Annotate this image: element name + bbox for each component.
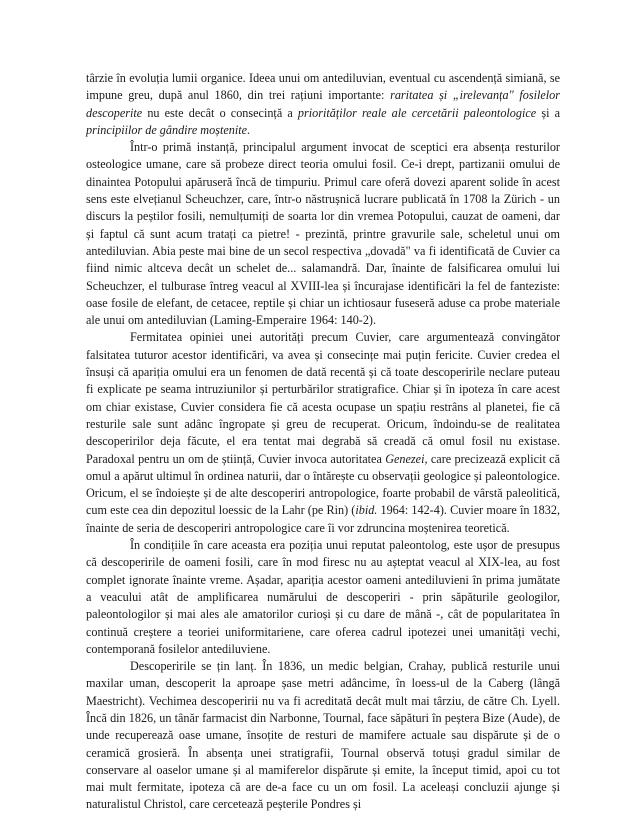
text-run: Descoperirile se țin lanț. În 1836, un medic belgian, Crahay, publică resturile unui maxilar uman, descoperit la aproape șase metri adâncime, în loess-ul de la Caberg (lângă Maestricht). Vechimea descoperirii nu va fi acreditată decât mult mai târziu, de către Ch. Lyell. Încă din 1826, un tânăr farmacist din Narbonne, Tournal, face săpături în peștera Bize (Aude), de unde recuperează oase umane, însoțite de resturi de mamifere actuale sau dispărute și de o ceramică grosieră. În absența unei stratigrafii, Tournal observă totuși gradul similar de conservare al oaselor umane și al mamiferelor dispărute și emite, la început timid, apoi cu tot mai mult fermitate, ipoteza că are de-a face cu un om fosil. La aceleași concluzii ajunge și naturalistul Christol, care cercetează peșterile Pondres și (86, 659, 560, 812)
document-page (86, 70, 560, 814)
text-run: nu este decât o consecință a (142, 105, 298, 120)
paragraph-5 (86, 658, 560, 814)
paragraph-2 (86, 139, 560, 329)
text-run: , care precizează explicit că omul a apărut ultimul în ordinea naturii, dar o întărește cu observații geologice și paleontologice. Oricum, el se îndoiește și de alte descoperiri antropologice, foarte probabil de vârstă paleolitică, cum este cea din depozitul loessic de la Lahr (pe Rin) ( (86, 451, 560, 518)
italic-phrase: Genezei (385, 451, 425, 466)
italic-phrase: raritatea și „irelevanța" fosilelor descoperite (86, 88, 560, 120)
text-run: Fermitatea opiniei unei autorități precum Cuvier, care argumentează convingător falsitatea tuturor acestor identificări, va avea și consecințe mai puțin fericite. Cuvier credea el însuși că apariția omului era un fenomen de dată recentă și că toate descoperirile neclare puteau fi explicate pe seama intruziunilor și perturbărilor stratigrafice. Chiar și în ipoteza în care acest om chiar existase, Cuvier considera fie că acesta ocupase un spațiu restrâns al planetei, fie că resturile sale sunt adânc îngropate și greu de recuperat. Oricum, îndoindu-se de realitatea descoperirilor deja făcute, el era tentat mai degrabă să creadă că omul fosil nu existase. Paradoxal pentru un om de știință, Cuvier invoca autoritatea (86, 330, 560, 466)
text-run: și a (536, 105, 561, 120)
text-run: Într-o primă instanță, principalul argument invocat de sceptici era absența resturilor osteologice umane, care să probeze direct teoria omului fosil. Ce-i drept, partizanii omului de dinaintea Potopului apăruseră încă de timpuriu. Primul care oferă dovezi aparent solide în acest sens este elvețianul Scheuchzer, care, într-o năstrușnică lucrare publicată în 1708 la Zürich - un discurs la peștilor fosili, nemulțumiți de soarta lor din vremea Potopului, cauzat de oameni, dar și faptul că sunt acum tratați ca pietre! - prezintă, printre gravurile sale, scheletul unui om antediluvian. Abia peste mai bine de un secol respectiva „dovadă" va fi identificată de Cuvier ca fiind nimic altceva decât un schelet de... salamandră. Dar, înainte de falsificarea omului lui Scheuchzer, el tulburase întreg veacul al XVIII-lea și încurajase identificări la fel de fanteziste: oase fosile de elefant, de cetacee, reptile și chiar un ichtiosaur fuseseră aduse ca probe materiale ale unui om antediluvian (Laming-Emperaire 1964: 140-2). (86, 140, 560, 328)
paragraph-3 (86, 329, 560, 537)
italic-phrase: priorităților reale ale cercetării paleontologice (297, 105, 537, 120)
paragraph-1 (86, 70, 560, 139)
italic-phrase: principiilor de gândire moștenite (86, 122, 248, 137)
text-run: târzie în evoluția lumii organice. Ideea unui om antediluvian, eventual cu ascendență simiană, se impune greu, după anul 1860, din trei rațiuni importante: (86, 71, 560, 103)
text-run: În condițiile în care aceasta era poziția unui reputat paleontolog, este ușor de presupus că descoperirile de oameni fosili, care în mod firesc nu au așteptat veacul al XIX-lea, au fost complet ignorate înainte vreme. Așadar, apariția acestor oameni antediluvieni în prima jumătate a veacului atât de amplificarea numărului de descoperiri - prin săpăturile geologilor, paleontologilor și mai ales ale amatorilor curioși și cu dare de mână -, cât de popularitatea în continuă creștere a teoriei uniformitariene, care oferea cadrul ipotezei unei umanități vechi, contemporană fosilelor antediluviene. (86, 538, 560, 656)
italic-phrase: ibid. (355, 503, 378, 518)
text-run: . (247, 122, 251, 137)
text-run: 1964: 142-4). Cuvier moare în 1832, înainte de seria de descoperiri antropologice care îi vor zdruncina moștenirea teoretică. (86, 503, 560, 535)
paragraph-4 (86, 537, 560, 658)
